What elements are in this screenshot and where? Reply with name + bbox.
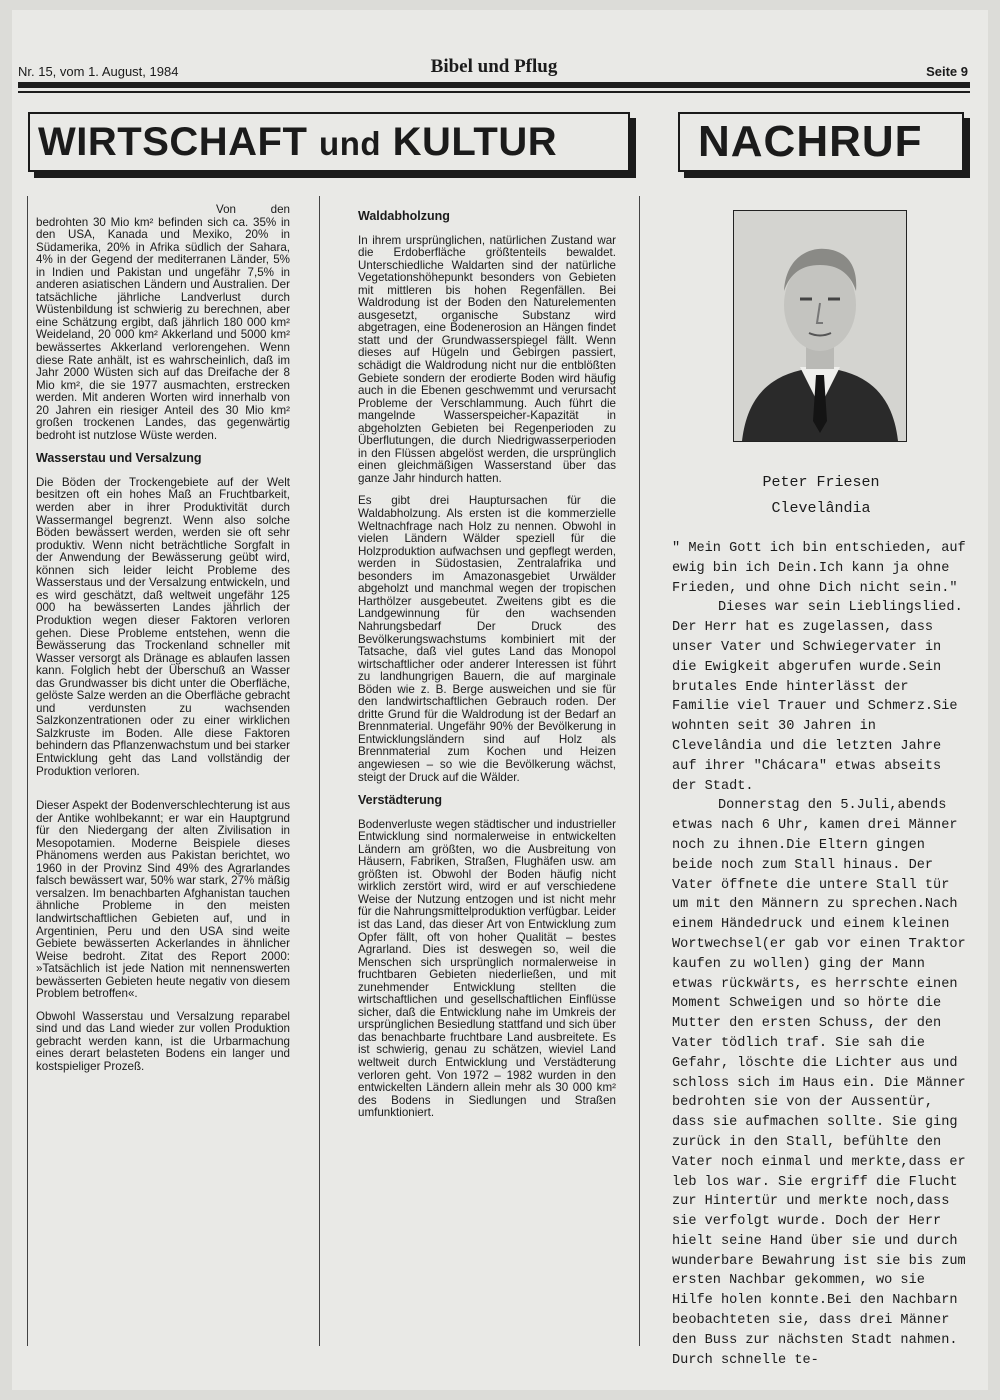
article-paragraph: Dieser Aspekt der Bodenverschlechterung ist aus der Antike wohlbekannt; er war ein Hauptgrund für den Niedergang der alten Zivilisation in Mesopotamien. Moderne Beispiele dieses Phänomens werden aus Pakistan berichtet, wo 1960 in der Provinz Sind 49% des Agrarlandes falsch bewässert war, 50% war stark, 27% mäßig versalzen. Im benachbarten Afghanistan tauchen ähnliche Probleme in den meisten landwirtschaftlichen Gebieten auf, und in Argentinien, Peru und den USA sind weite Gebiete bewässerten Ackerlandes in ähnlicher Weise bedroht. Zitat des Report 2000: »Tatsächlich ist jede Nation mit nennenswerten bewässerten Gebieten heute negativ von diesem Problem betroffen«. [36,799,290,1001]
obituary-paragraph: Donnerstag den 5.Juli,abends etwas nach 6 Uhr, kamen drei Männer noch zu ihnen.Die Eltern gingen beide noch zum Stall hinaus. Der Vater öffnete die untere Stall tür um mit den Männern zu sprechen.Nach einem Händedruck und einem kleinen Wortwechsel(er gab vor einen Traktor kaufen zu wollen) ging der Mann etwas rückwärts, es herrschte einen Moment Schweigen und so hörte die Mutter den ersten Schuss, der den Vater tödlich traf. Sie sah die Gefahr, löschte die Lichter aus und schloss sich im Haus ein. Die Männer bedrohten sie von der Aussentür, dass sie aufmachen sollte. Sie ging zurück in den Stall, befühlte den Vater noch einmal und merkte,dass er leb los war. Sie ergriff die Flucht zur Hintertür und merkte noch,dass sie verfolgt wurde. Doch der Herr hielt seine Hand über sie und durch wunderbare Bewahrung ist sie bis zum ersten Nachbar gekommen, wo sie Hilfe holen konnte.Bei den Nachbarn beobachteten sie, dass drei Männer den Buss zur nächsten Stadt nahmen. Durch schnelle te- [672,798,966,1368]
obituary-paragraph: Dieses war sein Lieblingslied. Der Herr hat es zugelassen, dass unser Vater und Schwiegervater in die Ewigkeit abgerufen wurde.Sein brutales Ende hinterlässt der Familie viel Trauer und Schmerz.Sie wohnten seit 30 Jahren in Clevelândia und die letzten Jahre auf ihrer "Chácara" etwas abseits der Stadt. [672,600,963,794]
article-paragraph: In ihrem ursprünglichen, natürlichen Zustand war die Erdoberfläche größtenteils bewaldet. Unterschiedliche Waldarten sind der natürliche Vegetationshöhepunkt besonders von Gebieten mit mittleren bis hohen Regenfällen. Bei Waldrodung ist der Boden den Naturelementen ausgesetzt, organische Substanz wird abgetragen, eine Bodenerosion an Hängen findet statt und der Grundwasserspiegel fällt. Wenn dieses auf Hügeln und Gebirgen passiert, schädigt die Waldrodung nicht nur die entblößten Gebiete sondern der erodierte Boden wird häufig auch in die Ebenen geschwemmt und verursacht Probleme der Verschlammung. Auch führt die mangelnde Wasserspeicher-Kapazität in abgeholzten Gebieten bei Regenperioden zu Überflutungen, die durch Niedrigwasserperioden in den Flüssen abgelöst werden, die ursprünglich einen gleichmäßigen Wasserstand über das ganze Jahr hindurch hatten. [358,233,616,485]
banner-word: WIRTSCHAFT [38,120,308,164]
header-rule-thick [18,82,970,88]
article-subheading: Waldabholzung [358,209,450,223]
obituary-quote: " Mein Gott ich bin entschieden, auf ewig bin ich Dein.Ich kann ja ohne Frieden, und ohne Dich nicht sein." [672,541,966,596]
article-paragraph: Obwohl Wasserstau und Versalzung reparabel sind und das Land wieder zur vollen Produktion gebracht werden kann, ist die Urbarmachung eines derart belasteten Bodens ein langer und kostspieliger Prozeß. [36,1009,290,1073]
issue-info: Nr. 15, vom 1. August, 1984 [18,64,179,79]
banner-word: und [319,125,382,162]
article-paragraph: Von den bedrohten 30 Mio km² befinden sich ca. 35% in den USA, Kanada und Mexiko, 20% in Südamerika, 20% in Afrika südlich der Sahara, 4% in der Gegend der mediterranen Länder, 5% in Indien und Pakistan und ungefähr 7,5% in anderen asiatischen Ländern und Australien. Der tatsächliche jährliche Landverlust durch Wüstenbildung ist schwierig zu berechnen, aber eine Schätzung ergibt, daß jährlich 180 000 km² Weideland, 20 000 km² Akkerland und 5000 km² bewässertes Akkerland verlorengehen. Wenn diese Rate anhält, ist es wahrscheinlich, daß im Jahr 2000 Wüsten sich auf das Dreifache der 8 Mio km², die sie 1977 ausmachten, erstrecken werden. Mit anderen Worten wird innerhalb von 20 Jahren ein riesiger Anteil des 30 Mio km² großen trockenen Landes, das gegenwärtig bedroht ist nutzlose Wüste werden. [36,203,290,442]
deceased-name: Peter Friesen [762,474,880,491]
newspaper-title: Bibel und Pflug [430,56,558,77]
portrait-illustration [734,211,906,441]
header-rule-thin [18,91,970,93]
article-subheading: Wasserstau und Versalzung [36,451,202,466]
section-banner-wirtschaft-kultur [28,112,630,172]
section-banner-nachruf: NACHRUF [678,112,964,172]
article-paragraph: Bodenverluste wegen städtischer und industrieller Entwicklung sind normalerweise in entwickelten Ländern am größten, wo die Ausbreitung von Häusern, Fabriken, Straßen, Flughäfen usw. am größten ist. Obwohl der Boden häufig nicht wirklich zerstört wird, wird er auf verschiedene Weise der Nutzung entzogen und ist nicht mehr für die Nahrungsmittelproduktion verfügbar. Leider ist das Land, das dieser Art von Entwicklung zum Opfer fällt, oft von hoher Qualität – bestes Agrarland. Dies ist deswegen so, weil die Menschen sich ursprünglich normalerweise in fruchtbaren Gebieten niederließen, und mit zunehmender Entwicklung stellten die wirtschaftlichen und gesellschaftlichen Einflüsse sicher, daß die Entwicklung nahe im Umkreis der ursprünglichen Besiedlung stattfand und sich über das benachbarte fruchtbare Land ausbreitete. Es ist schwierig, genau zu schätzen, wieviel Land weltweit durch Entwicklung und Verstädterung verloren geht. Von 1972 – 1982 wurden in den entwickelten Ländern allein mehr als 30 000 km² des Bodens in Siedlungen und Straßen umfunktioniert. [358,817,616,1120]
portrait-photo [733,210,907,442]
banner-word: KULTUR [392,120,558,164]
deceased-place: Clevelândia [771,500,871,517]
column-rule [319,196,320,1346]
obituary-text [672,539,970,1370]
article-column-2 [358,204,616,1130]
column-rule [639,196,640,1346]
article-subheading: Verstädterung [358,793,443,808]
article-paragraph: Es gibt drei Hauptursachen für die Waldabholzung. Als ersten ist die kommerzielle Weltnachfrage nach Holz zu nennen. Obwohl in vielen Ländern Wälder speziell für die Holzproduktion aufwachsen und gepflegt werden, werden in Südostasien, Zentralafrika und besonders im Amazonasgebiet Urwälder abgeholzt und manchmal wegen der tropischen Harthölzer ausgebeutet. Zweitens gibt es die Landgewinnung für den wachsenden Nahrungsbedarf Der Druck des Bevölkerungswachstums kombiniert mit der Tatsache, daß viel gutes Land das Monopol wirtschaftlicher oder anderer Interessen ist führt zu landhungrigen Bauern, die auf marginale Böden wie z. B. Berge ausweichen und sie für den landwirtschaftlichen Gebrauch roden. Der dritte Grund für die Waldrodung ist der Bedarf an Brennmaterial. Ungefähr 90% der Bevölkerung in Entwicklungsländern sind auf Holz als Brennmaterial zum Kochen und Heizen angewiesen – so wie die Bevölkerung wächst, steigt der Druck auf die Wälder. [358,494,616,784]
page-number: Seite 9 [926,64,968,79]
article-paragraph: Die Böden der Trockengebiete auf der Welt besitzen oft ein hohes Maß an Fruchtbarkeit, werden aber in ihrer Produktivität durch Wassermangel begrenzt. Wenn also solche Böden bewässert werden, werden sie oft sehr produktiv. Wenn nicht beträchtliche Sorgfalt in der Anwendung der Bewässerung geübt wird, können sich leider leicht Probleme des Wasserstaus und der Versalzung entwickeln, und es wird geschätzt, daß weltweit ungefähr 125 000 ha bewässerten Landes jährlich der Produktion wegen dieser Faktoren verloren gehen. Diese Probleme entstehen, wenn die Bewässerung das Trockenland schneller mit Wasser versorgt als Dränage es ablaufen lassen kann. Folglich hebt der Überschuß an Wasser das Grundwasser bis dicht unter die Oberfläche, gelöste Salze werden an die Oberfläche gebracht und verdunsten zu wachsenden Salzkonzentrationen oder zu einer wirklichen Salzkruste im Boden. Alle diese Faktoren behindern das Pflanzenwachstum und bei starker Entwicklung geht das Land vollständig der Produktion verloren. [36,475,290,778]
column-rule [27,196,28,1346]
article-column-1 [36,204,290,1084]
page-header [18,52,970,82]
